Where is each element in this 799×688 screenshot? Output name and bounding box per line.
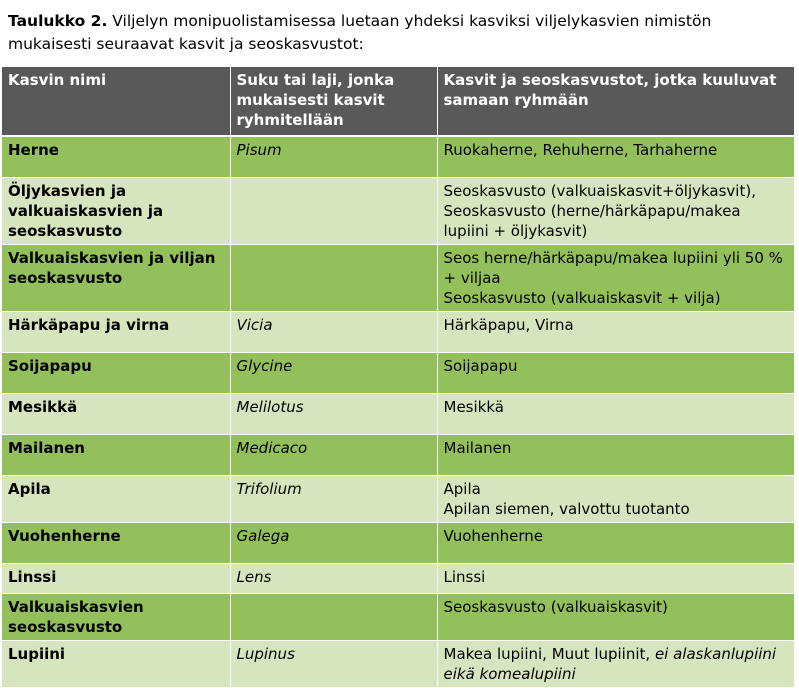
member-line: Mesikkä xyxy=(443,398,504,416)
table-row xyxy=(2,353,794,394)
member-line: Ruokaherne, Rehuherne, Tarhaherne xyxy=(443,141,718,159)
member-line: Vuohenherne xyxy=(443,527,544,545)
member-line: Seoskasvusto (valkuaiskasvit + vilja) xyxy=(443,289,721,307)
crop-name: Herne xyxy=(2,136,230,178)
crop-members xyxy=(437,394,794,435)
member-line: Soijapapu xyxy=(443,357,518,375)
crop-name: Valkuaiskasvien ja viljan seoskasvusto xyxy=(2,245,230,312)
crop-members xyxy=(437,312,794,353)
header-suku-tai-laji: Suku tai laji, jonka mukaisesti kasvit ryhmitellään xyxy=(230,67,437,136)
crop-name: Soijapapu xyxy=(2,353,230,394)
table-row xyxy=(2,476,794,523)
table-row xyxy=(2,523,794,564)
crop-members xyxy=(437,435,794,476)
crop-genus: Lens xyxy=(230,564,437,594)
crop-genus xyxy=(230,245,437,312)
table-row xyxy=(2,245,794,312)
crop-genus xyxy=(230,178,437,245)
crop-genus: Vicia xyxy=(230,312,437,353)
crop-genus: Pisum xyxy=(230,136,437,178)
crop-name: Öljykasvien ja valkuaiskasvien ja seoskasvusto xyxy=(2,178,230,245)
member-exclusion-note: ei alaskanlupiini eikä komealupiini xyxy=(443,645,777,683)
table-row xyxy=(2,594,794,641)
crop-members xyxy=(437,178,794,245)
table-row xyxy=(2,136,794,178)
member-text: Makea lupiini, Muut lupiinit, xyxy=(443,645,655,663)
crop-grouping-table xyxy=(2,67,795,688)
crop-name: Linssi xyxy=(2,564,230,594)
member-line: Apila xyxy=(443,480,481,498)
member-line: Seos herne/härkäpapu/makea lupiini yli 50 % + viljaa xyxy=(443,249,783,287)
table-row xyxy=(2,641,794,688)
crop-genus xyxy=(230,594,437,641)
crop-name: Vuohenherne xyxy=(2,523,230,564)
member-line: Seoskasvusto (valkuaiskasvit) xyxy=(443,598,668,616)
crop-name: Mailanen xyxy=(2,435,230,476)
crop-name: Lupiini xyxy=(2,641,230,688)
member-line: Linssi xyxy=(443,568,486,586)
table-header-row xyxy=(2,67,794,136)
table-row xyxy=(2,564,794,594)
crop-genus: Medicaco xyxy=(230,435,437,476)
table-row xyxy=(2,394,794,435)
crop-members xyxy=(437,564,794,594)
table-row xyxy=(2,312,794,353)
crop-members xyxy=(437,136,794,178)
crop-name: Valkuaiskasvien seoskasvusto xyxy=(2,594,230,641)
crop-genus: Melilotus xyxy=(230,394,437,435)
crop-name: Mesikkä xyxy=(2,394,230,435)
crop-members xyxy=(437,641,794,688)
crop-genus: Lupinus xyxy=(230,641,437,688)
member-line: Härkäpapu, Virna xyxy=(443,316,574,334)
table-caption xyxy=(8,10,788,56)
crop-members xyxy=(437,245,794,312)
crop-name: Apila xyxy=(2,476,230,523)
header-kasvit-ja-seoskasvustot: Kasvit ja seoskasvustot, jotka kuuluvat samaan ryhmään xyxy=(437,67,794,136)
member-line: Mailanen xyxy=(443,439,512,457)
crop-members xyxy=(437,353,794,394)
member-line: Apilan siemen, valvottu tuotanto xyxy=(443,500,690,518)
crop-genus: Galega xyxy=(230,523,437,564)
caption-text: Viljelyn monipuolistamisessa luetaan yhdeksi kasviksi viljelykasvien nimistön mukaisesti seuraavat kasvit ja seoskasvustot: xyxy=(8,12,712,53)
crop-name: Härkäpapu ja virna xyxy=(2,312,230,353)
table-row xyxy=(2,178,794,245)
crop-genus: Glycine xyxy=(230,353,437,394)
crop-members xyxy=(437,594,794,641)
member-line: Seoskasvusto (valkuaiskasvit+öljykasvit), Seoskasvusto (herne/härkäpapu/makea lupiini + öljykasvit) xyxy=(443,182,756,240)
table-row xyxy=(2,435,794,476)
crop-genus: Trifolium xyxy=(230,476,437,523)
crop-members xyxy=(437,523,794,564)
header-kasvin-nimi: Kasvin nimi xyxy=(2,67,230,136)
crop-members xyxy=(437,476,794,523)
caption-lead: Taulukko 2. xyxy=(8,12,108,30)
